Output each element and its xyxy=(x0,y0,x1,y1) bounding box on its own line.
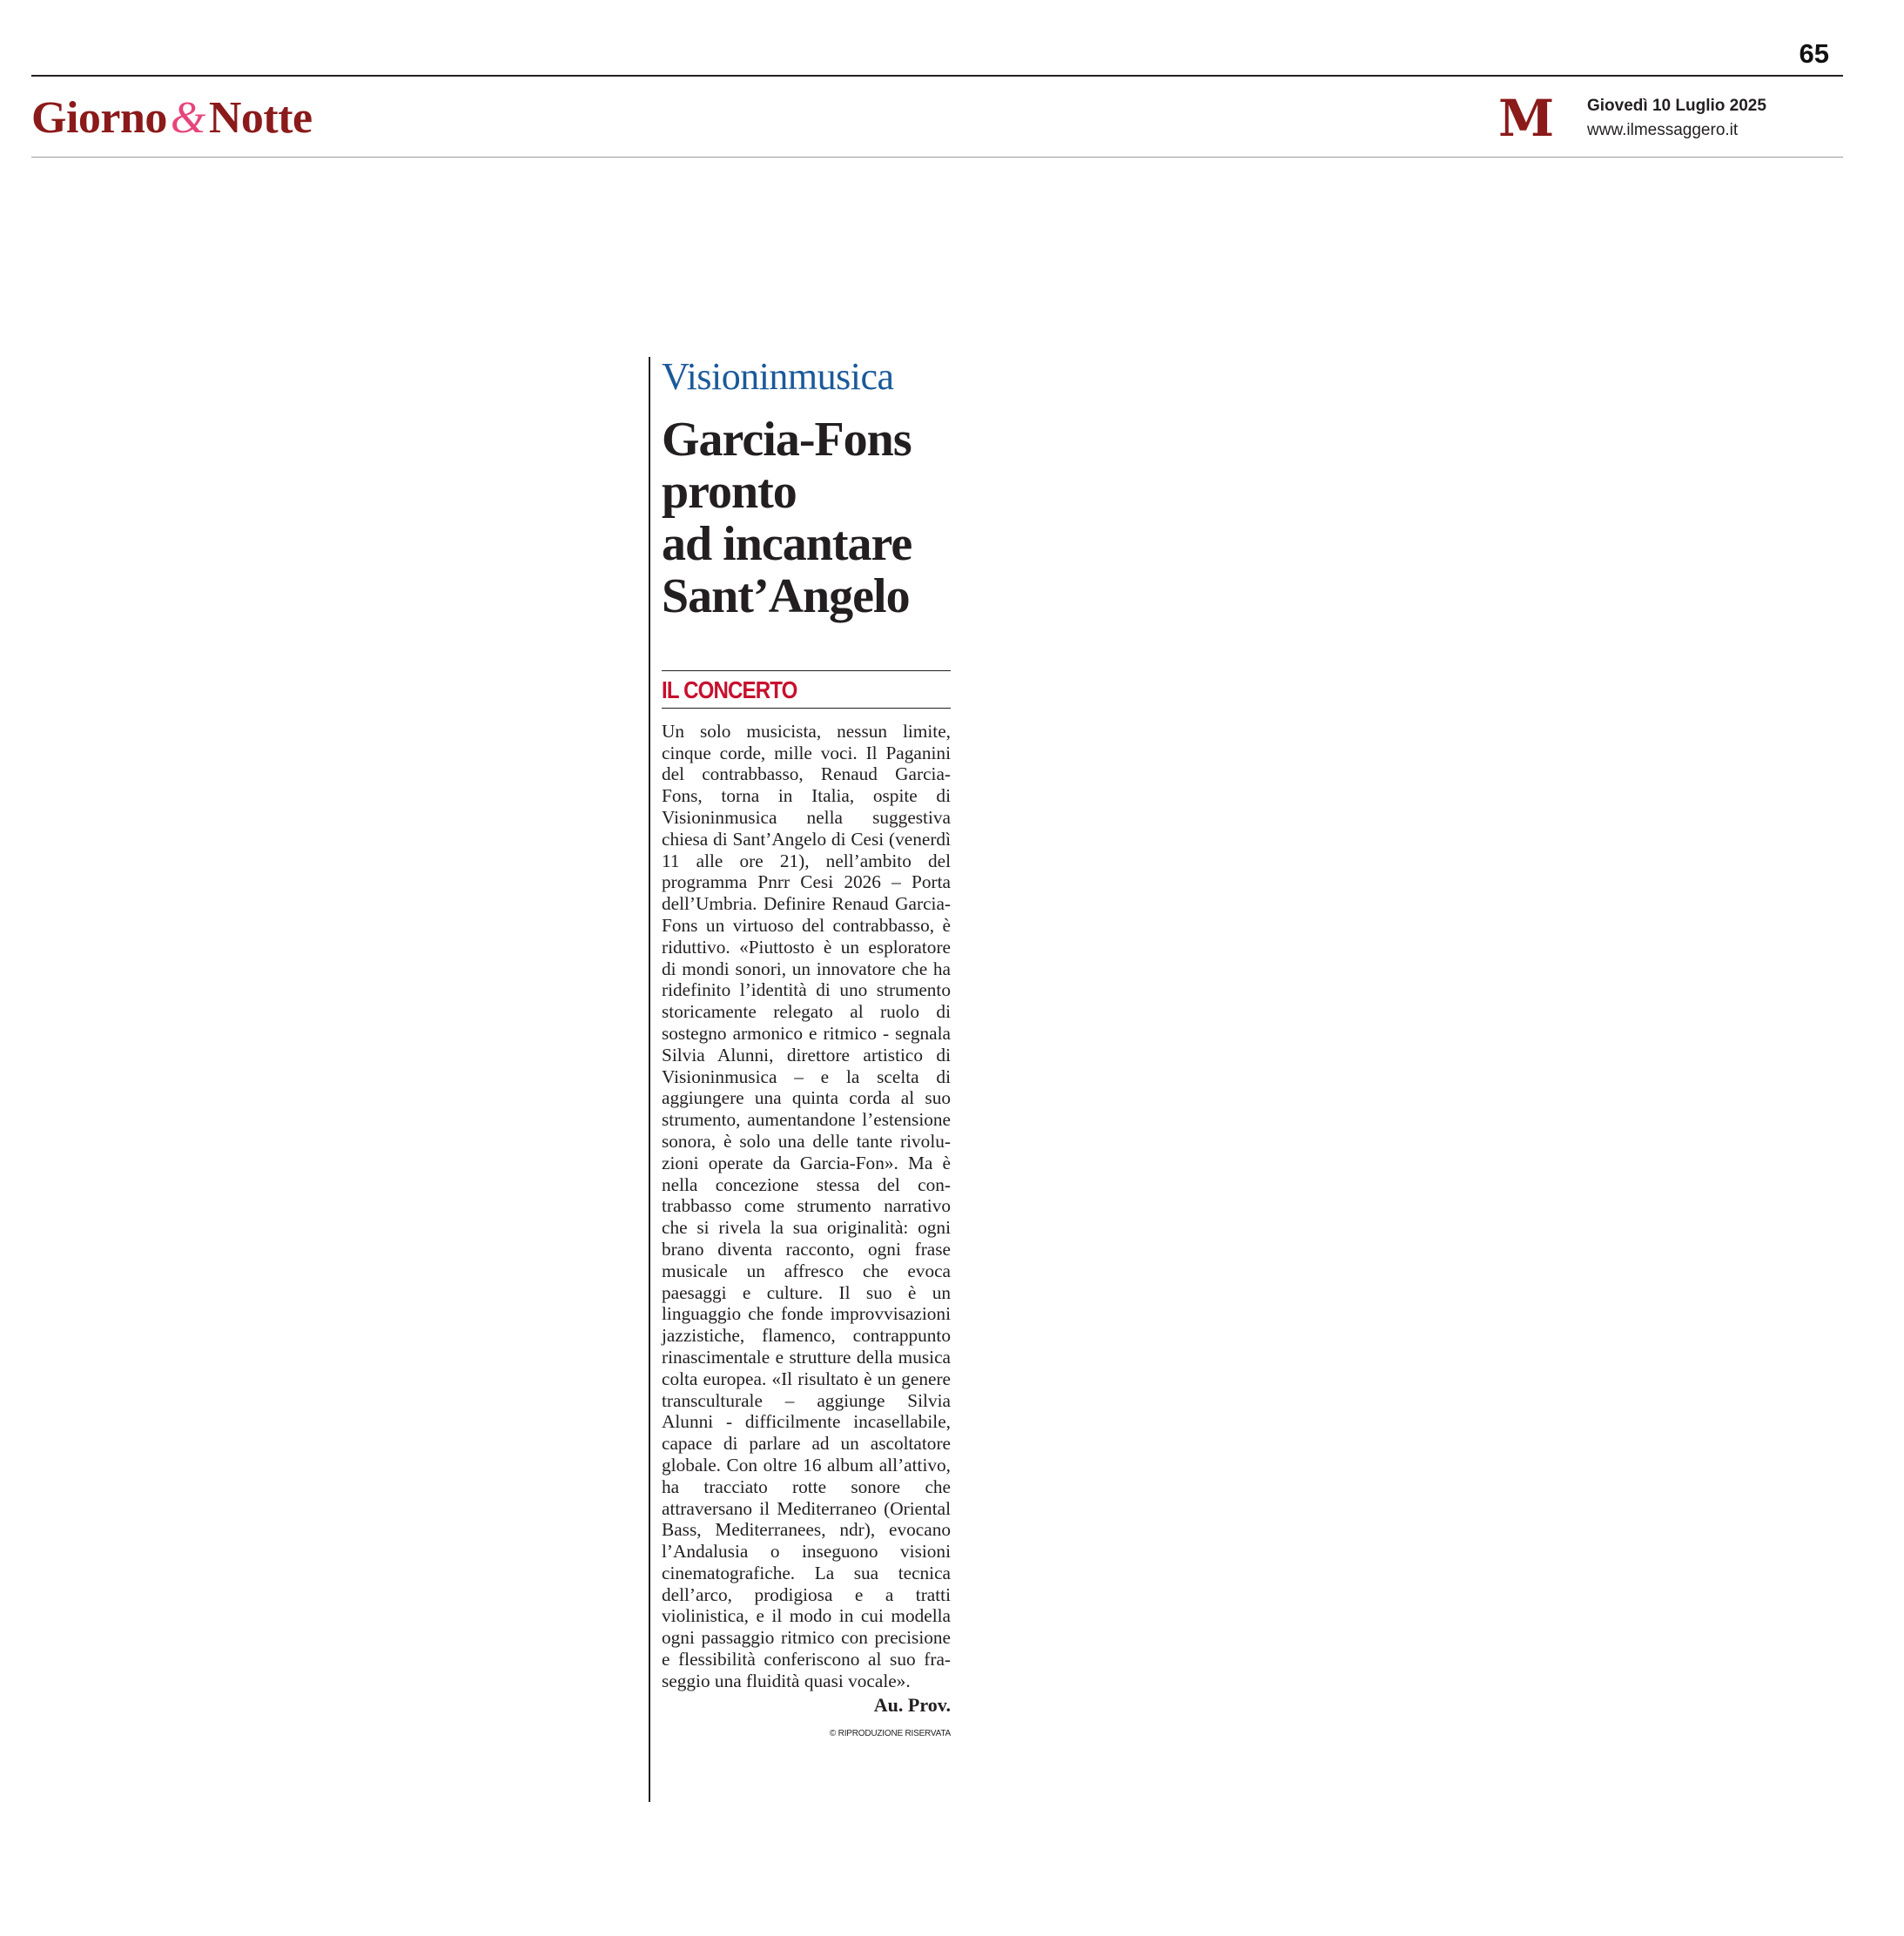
article-byline: Au. Prov. xyxy=(873,1693,951,1716)
article-tag-box xyxy=(662,670,951,709)
header-top-rule xyxy=(31,75,1843,77)
headline-line: ad incantare xyxy=(662,517,912,571)
headline-line: pronto xyxy=(662,465,797,520)
header-bottom-rule xyxy=(31,157,1843,158)
article-body: Un solo musicista, nessun limite, cinque corde, mille voci. Il Paganini del contrabbasso, Renaud Garcia-Fons, torna in Italia, ospite di Visioninmusica nella suggestiva chiesa di Sant’Angelo di Cesi (venerdì 11 alle ore 21), nell’ambito del programma Pnrr Cesi 2026 – Porta dell’Umbria. Definire Renaud Garcia-Fons un virtuoso del contrabbasso, è riduttivo. «Piuttosto è un esploratore di mondi sonori, un innovatore che ha ridefinito l’identità di uno strumento storicamente relegato al ruolo di sostegno armonico e ritmico - segnala Silvia Alunni, direttore artistico di Visioninmusica – e la scelta di aggiungere una quinta corda al suo strumento, aumentandone l’estensione sonora, è solo una delle tante rivoluzioni operate da Garcia-Fon». Ma è nella concezione stessa del contrabbasso come strumento narrativo che si rivela la sua originalità: ogni brano diventa racconto, ogni frase musicale un affresco che evoca paesaggi e culture. Il suo è un linguaggio che fonde improvvisazioni jazzistiche, flamenco, contrappunto rinascimentale e strutture della musica colta europea. «Il risultato è un genere transculturale – aggiunge Silvia Alunni - difficilmente incasellabile, capace di parlare ad un ascoltatore globale. Con oltre 16 album all’attivo, ha tracciato rotte sonore che attraversano il Mediterraneo (Oriental Bass, Mediterranees, ndr), evocano l’Andalusia o inseguono visioni cinematografiche. La sua tecnica dell’arco, prodigiosa e a tratti violinistica, e il modo in cui modella ogni passaggio ritmico con precisione e flessibilità conferiscono al suo fraseggio una fluidità quasi vocale». xyxy=(662,720,951,1691)
section-title-word-2: Notte xyxy=(208,93,313,143)
masthead xyxy=(1498,89,1766,148)
section-title-word-1: Giorno xyxy=(31,93,167,143)
article xyxy=(649,357,951,1802)
article-kicker: Visioninmusica xyxy=(662,355,894,398)
section-title-ampersand: & xyxy=(170,93,205,143)
il-messaggero-logo: M xyxy=(1498,89,1555,148)
page-number: 65 xyxy=(1799,38,1829,69)
copyright-notice: © RIPRODUZIONE RISERVATA xyxy=(829,1728,951,1738)
article-headline xyxy=(662,414,951,623)
headline-line: Garcia-Fons xyxy=(662,413,912,467)
issue-date: Giovedì 10 Luglio 2025 xyxy=(1587,97,1766,115)
headline-line: Sant’Angelo xyxy=(662,568,910,623)
masthead-info xyxy=(1587,97,1766,140)
section-title xyxy=(31,92,313,144)
article-tag: IL CONCERTO xyxy=(662,676,797,703)
website-url: www.ilmessaggero.it xyxy=(1587,121,1739,139)
